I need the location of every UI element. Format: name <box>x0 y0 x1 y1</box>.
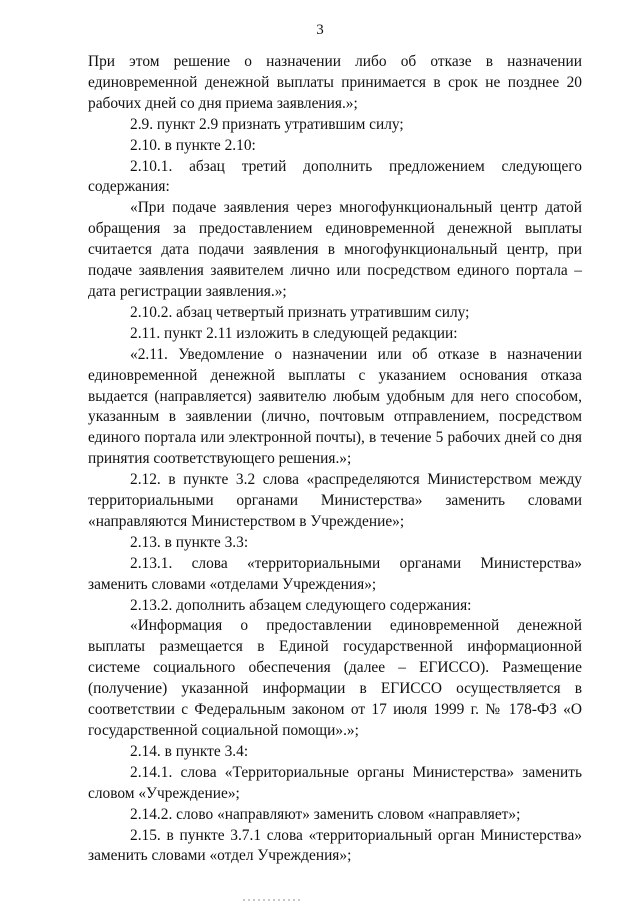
paragraph: 2.14.1. слова «Территориальные органы Министерства» заменить словом «Учреждение»; <box>88 763 582 802</box>
paragraph: «Информация о предоставлении единовременной денежной выплаты размещается в Единой государственной информационной системе социального обеспечения (далее – ЕГИССО). Размещение (получение) указанной информации в ЕГИССО осуществляется в соответствии с Федеральным законом от 17 июля 1999 г. № 178-ФЗ «О государственной социальной помощи».»; <box>88 617 582 739</box>
paragraph: «2.11. Уведомление о назначении или об отказе в назначении единовременной денежной выплаты с указанием основания отказа выдается (направляется) заявителю любым удобным для него способом, указанным в заявлении (лично, почтовым отправлением, посредством единого портала или электронной почты), в течение 5 рабочих дней со дня принятия соответствующего решения.»; <box>88 345 582 468</box>
paragraph: 2.10. в пункте 2.10: <box>130 136 256 154</box>
paragraph: 2.12. в пункте 3.2 слова «распределяются Министерством между территориальными органами Министерства» заменить словами «направляются Министерством в Учреждение»; <box>88 471 582 530</box>
paragraph: 2.15. в пункте 3.7.1 слова «территориальный орган Министерства» заменить словами «отдел Учреждения»; <box>88 826 582 865</box>
scan-artifact <box>243 899 303 901</box>
page-number: 3 <box>316 22 324 38</box>
paragraph: 2.14.2. слово «направляют» заменить словом «направляет»; <box>130 805 521 823</box>
paragraph: 2.13.1. слова «территориальными органами Министерства» заменить словами «отделами Учреждения»; <box>88 554 582 593</box>
document-body <box>88 52 582 867</box>
paragraph: 2.10.2. абзац четвертый признать утратившим силу; <box>130 303 470 321</box>
paragraph: 2.10.1. абзац третий дополнить предложением следующего содержания: <box>88 157 582 196</box>
paragraph: 2.9. пункт 2.9 признать утратившим силу; <box>130 115 404 133</box>
paragraph: «При подаче заявления через многофункциональный центр датой обращения за предоставлением единовременной денежной выплаты считается дата подачи заявления в многофункциональный центр, при подаче заявления заявителем лично или посредством единого портала – дата регистрации заявления.»; <box>88 199 582 300</box>
paragraph: 2.11. пункт 2.11 изложить в следующей редакции: <box>130 324 458 342</box>
paragraph: При этом решение о назначении либо об отказе в назначении единовременной денежной выплаты принимается в срок не позднее 20 рабочих дней со дня приема заявления.»; <box>88 53 582 112</box>
paragraph: 2.13. в пункте 3.3: <box>130 533 249 551</box>
paragraph: 2.14. в пункте 3.4: <box>130 742 249 760</box>
paragraph: 2.13.2. дополнить абзацем следующего содержания: <box>130 596 472 614</box>
